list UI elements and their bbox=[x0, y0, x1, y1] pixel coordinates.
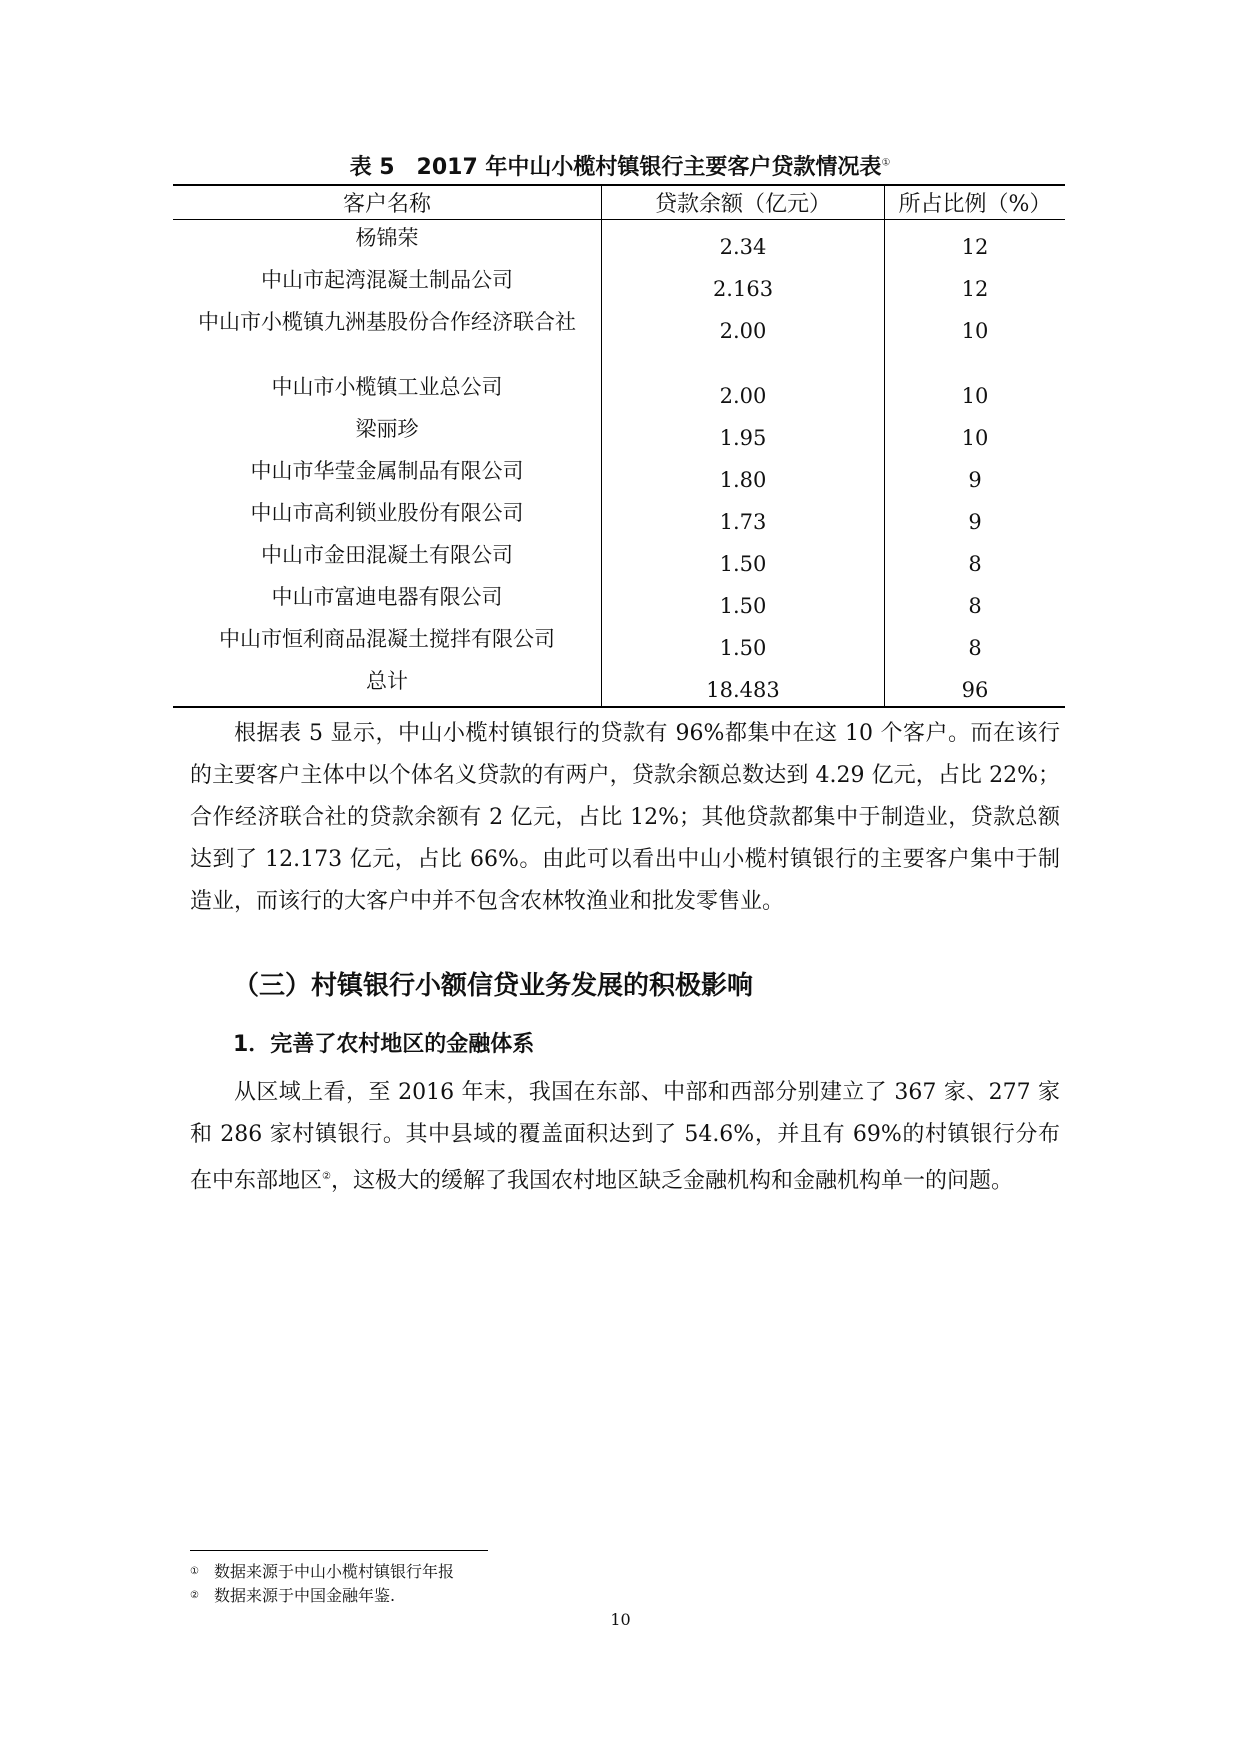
footnote-mark: ① bbox=[190, 1566, 199, 1577]
ratio-cell: 9 bbox=[968, 509, 982, 534]
customer-name-cell: 中山市高利锁业股份有限公司 bbox=[173, 495, 602, 537]
table-title-text: 表 5 2017 年中山小榄村镇银行主要客户贷款情况表 bbox=[349, 155, 882, 180]
subsection-heading: 1．完善了农村地区的金融体系 bbox=[233, 1032, 535, 1057]
loan-amount-cell: 1.50 bbox=[602, 537, 885, 579]
footnotes bbox=[190, 1560, 454, 1608]
table-title bbox=[160, 150, 1080, 181]
loan-amount-cell: 2.163 bbox=[602, 262, 885, 304]
footnote-divider bbox=[190, 1550, 488, 1551]
footnote-text: 数据来源于中国金融年鉴. bbox=[214, 1586, 396, 1605]
table-row bbox=[173, 262, 1065, 304]
ratio-cell: 12 bbox=[961, 235, 989, 259]
footnote-text: 数据来源于中山小榄村镇银行年报 bbox=[214, 1562, 455, 1581]
analysis-paragraph: 根据表 5 显示，中山小榄村镇银行的贷款有 96%都集中在这 10 个客户。而在该行的主要客户主体中以个体名义贷款的有两户，贷款余额总数达到 4.29 亿元，占比 22%；合作经济联合社的贷款余额有 2 亿元，占比 12%；其他贷款都集中于制造业，贷款总额达到了 12.173 亿元，占比 66%。由此可以看出中山小榄村镇银行的主要客户集中于制造业，而该行的大客户中并不包含农林牧渔业和批发零售业。 bbox=[190, 721, 1060, 914]
customer-name-cell: 中山市金田混凝土有限公司 bbox=[173, 537, 602, 579]
ratio-cell: 9 bbox=[968, 467, 982, 492]
customer-name-cell: 中山市恒利商品混凝土搅拌有限公司 bbox=[173, 621, 602, 663]
section-heading: （三）村镇银行小额信贷业务发展的积极影响 bbox=[233, 971, 754, 1001]
table-row bbox=[173, 537, 1065, 579]
total-label-cell: 总计 bbox=[173, 663, 602, 707]
ratio-cell: 8 bbox=[968, 635, 982, 660]
ratio-cell: 10 bbox=[961, 383, 989, 408]
table-row bbox=[173, 304, 1065, 369]
regional-paragraph bbox=[190, 1072, 1060, 1202]
customer-name-cell: 中山市小榄镇工业总公司 bbox=[173, 369, 602, 411]
ratio-cell: 12 bbox=[961, 276, 989, 301]
loan-amount-cell: 1.95 bbox=[602, 411, 885, 453]
header-loan-balance: 贷款余额（亿元） bbox=[602, 185, 885, 220]
table-row bbox=[173, 369, 1065, 411]
loan-amount-cell: 1.80 bbox=[602, 453, 885, 495]
table-row bbox=[173, 579, 1065, 621]
footnote-reference-mark: ② bbox=[322, 1171, 331, 1182]
regional-paragraph-text-b: ，这极大的缓解了我国农村地区缺乏金融机构和金融机构单一的问题。 bbox=[330, 1168, 1013, 1194]
customer-name-cell: 中山市富迪电器有限公司 bbox=[173, 579, 602, 621]
footnote-item bbox=[190, 1584, 454, 1608]
customer-name-cell: 中山市小榄镇九洲基股份合作经济联合社 bbox=[173, 304, 602, 369]
footnote-item bbox=[190, 1560, 454, 1584]
header-customer-name: 客户名称 bbox=[173, 185, 602, 220]
footnote-mark: ② bbox=[190, 1590, 199, 1601]
total-amount-cell: 18.483 bbox=[602, 663, 885, 707]
table-title-footnote-mark: ① bbox=[881, 157, 891, 169]
table-row bbox=[173, 495, 1065, 537]
table-row bbox=[173, 453, 1065, 495]
loan-table bbox=[173, 184, 1065, 708]
regional-paragraph-text-a: 从区域上看，至 2016 年末，我国在东部、中部和西部分别建立了 367 家、277 家和 286 家村镇银行。其中县域的覆盖面积达到了 54.6%，并且有 69%的村镇银行分布在中东部地区 bbox=[190, 1080, 1060, 1194]
customer-name-cell: 梁丽珍 bbox=[173, 411, 602, 453]
customer-name-cell: 中山市起湾混凝土制品公司 bbox=[173, 262, 602, 304]
loan-amount-cell: 1.73 bbox=[602, 495, 885, 537]
table-header-row bbox=[173, 185, 1065, 220]
ratio-cell: 10 bbox=[961, 425, 989, 450]
loan-amount-cell: 1.50 bbox=[602, 579, 885, 621]
loan-amount-cell: 2.34 bbox=[602, 220, 885, 262]
table-total-row bbox=[173, 663, 1065, 707]
customer-name-cell: 杨锦荣 bbox=[173, 220, 602, 262]
ratio-cell: 8 bbox=[968, 551, 982, 576]
customer-name-cell: 中山市华莹金属制品有限公司 bbox=[173, 453, 602, 495]
table-row bbox=[173, 411, 1065, 453]
loan-amount-cell: 2.00 bbox=[602, 369, 885, 411]
total-ratio-cell: 96 bbox=[961, 677, 989, 702]
page-number: 10 bbox=[610, 1610, 631, 1629]
ratio-cell: 10 bbox=[961, 318, 989, 343]
ratio-cell: 8 bbox=[968, 593, 982, 618]
loan-amount-cell: 1.50 bbox=[602, 621, 885, 663]
table-row bbox=[173, 621, 1065, 663]
table-row bbox=[173, 220, 1065, 262]
loan-amount-cell: 2.00 bbox=[602, 304, 885, 369]
header-ratio: 所占比例（%） bbox=[885, 185, 1066, 220]
